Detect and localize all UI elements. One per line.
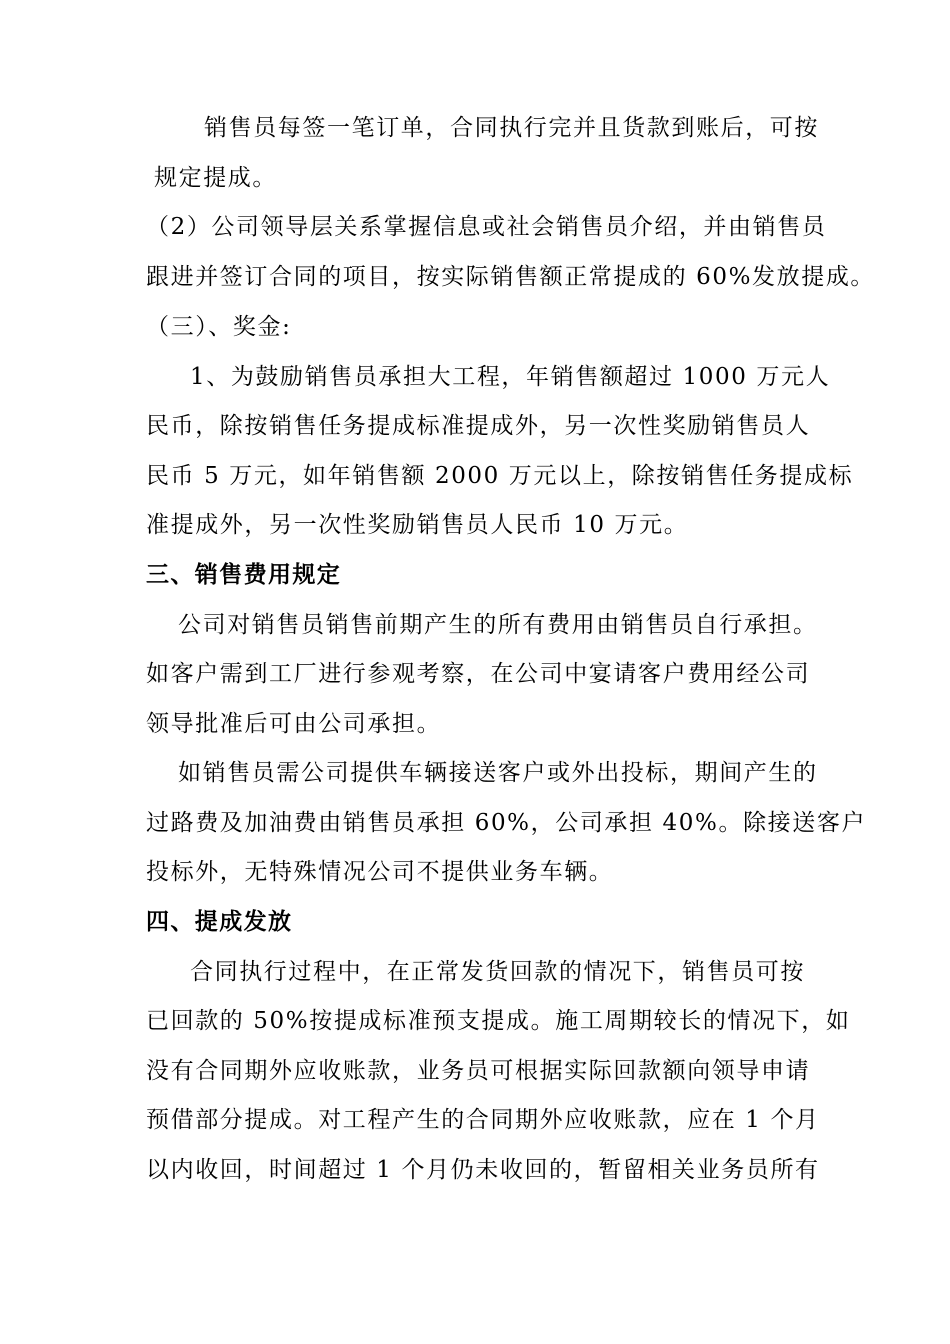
paragraph-line: 合同执行过程中，在正常发货回款的情况下，销售员可按 [190, 959, 805, 985]
paragraph-line: 如客户需到工厂进行参观考察，在公司中宴请客户费用经公司 [146, 661, 811, 687]
paragraph-line: 跟进并签订合同的项目，按实际销售额正常提成的 60%发放提成。 [146, 264, 876, 290]
paragraph-line: 以内收回，时间超过 1 个月仍未收回的，暂留相关业务员所有 [146, 1157, 820, 1183]
paragraph-line: 领导批准后可由公司承担。 [146, 711, 442, 737]
paragraph-line: 规定提成。 [154, 165, 277, 191]
paragraph-line: 民币 5 万元，如年销售额 2000 万元以上，除按销售任务提成标 [146, 463, 854, 489]
paragraph-line: 没有合同期外应收账款，业务员可根据实际回款额向领导申请 [146, 1058, 811, 1084]
paragraph-line: 公司对销售员销售前期产生的所有费用由销售员自行承担。 [178, 612, 818, 638]
paragraph-line: 投标外，无特殊情况公司不提供业务车辆。 [146, 859, 614, 885]
paragraph-line: 销售员每签一笔订单，合同执行完并且货款到账后，可按 [204, 115, 819, 141]
paragraph-line: 预借部分提成。对工程产生的合同期外应收账款，应在 1 个月 [146, 1107, 820, 1133]
paragraph-line: 已回款的 50%按提成标准预支提成。施工周期较长的情况下，如 [146, 1008, 851, 1034]
section-heading: 四、提成发放 [146, 908, 293, 935]
paragraph-line: （2）公司领导层关系掌握信息或社会销售员介绍，并由销售员 [146, 214, 827, 240]
section-subheading: （三）、奖金: [146, 314, 292, 340]
paragraph-line: 如销售员需公司提供车辆接送客户或外出投标，期间产生的 [178, 760, 818, 786]
paragraph-line: 准提成外，另一次性奖励销售员人民币 10 万元。 [146, 512, 689, 538]
paragraph-line: 1、为鼓励销售员承担大工程，年销售额超过 1000 万元人 [190, 364, 831, 390]
paragraph-line: 过路费及加油费由销售员承担 60%，公司承担 40%。除接送客户 [146, 810, 867, 836]
section-heading: 三、销售费用规定 [146, 561, 342, 588]
paragraph-line: 民币，除按销售任务提成标准提成外，另一次性奖励销售员人 [146, 413, 811, 439]
